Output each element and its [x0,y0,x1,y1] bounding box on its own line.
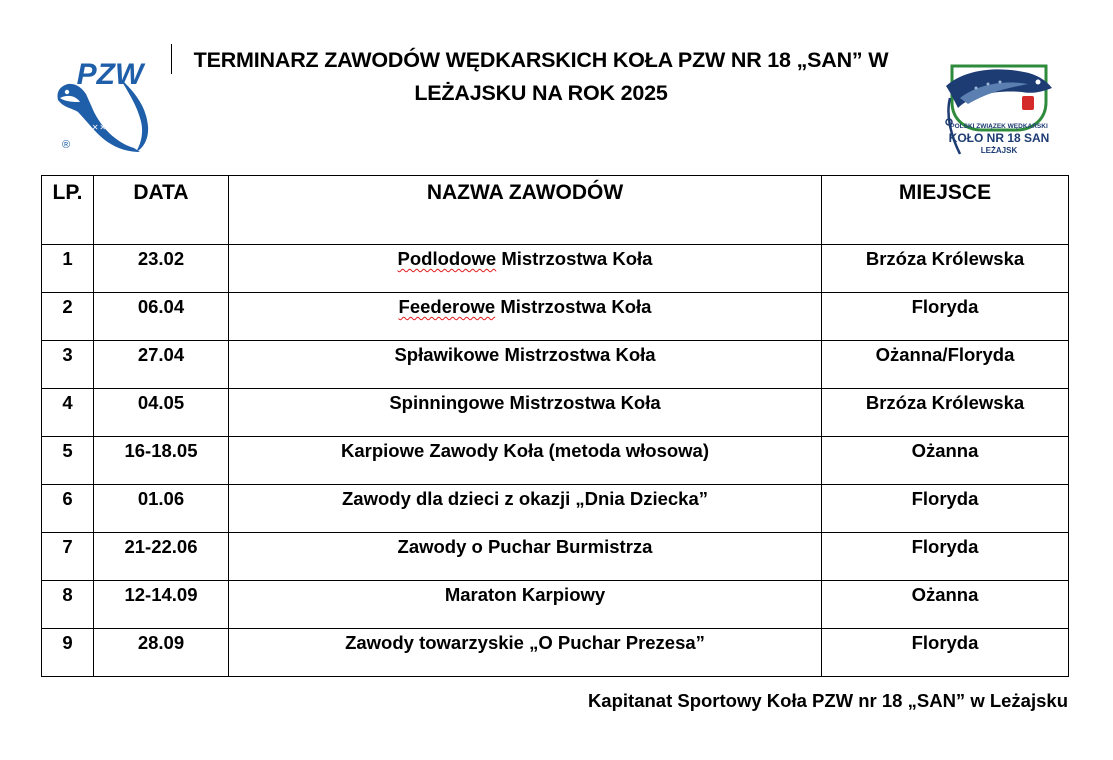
cell-date: 28.09 [94,629,229,677]
competition-name-text: Mistrzostwa Koła [496,248,653,269]
competition-name-text: Karpiowe Zawody Koła (metoda włosowa) [341,440,709,461]
competition-schedule-table [41,175,1069,677]
competition-name-text: Zawody o Puchar Burmistrza [397,536,653,557]
cell-competition-name [229,629,822,677]
header-date: DATA [94,176,229,245]
table-row [42,389,1069,437]
footer-signature: Kapitanat Sportowy Koła PZW nr 18 „SAN” w Leżajsku [587,690,1068,711]
cell-lp: 6 [42,485,94,533]
cell-competition-name [229,437,822,485]
cell-place: Floryda [822,533,1069,581]
cell-lp: 8 [42,581,94,629]
cell-place: Floryda [822,629,1069,677]
cell-lp: 7 [42,533,94,581]
cell-lp: 5 [42,437,94,485]
cell-lp: 3 [42,341,94,389]
competition-name-text: Zawody dla dzieci z okazji „Dnia Dziecka” [342,488,708,509]
competition-name-text: Spławikowe Mistrzostwa Koła [394,344,656,365]
cell-date: 04.05 [94,389,229,437]
cell-place: Ożanna [822,581,1069,629]
table-row [42,245,1069,293]
cell-competition-name [229,293,822,341]
logo-sub-text: LEŻAJSK [980,146,1018,155]
cell-date: 23.02 [94,245,229,293]
cell-competition-name [229,389,822,437]
table-row [42,581,1069,629]
table-row [42,341,1069,389]
spellcheck-flagged-word: Podlodowe [397,248,497,269]
spellcheck-flagged-word: Feederowe [398,296,496,317]
cell-place: Ożanna/Floryda [822,341,1069,389]
cell-lp: 2 [42,293,94,341]
cell-date: 21-22.06 [94,533,229,581]
title-line-1: TERMINARZ ZAWODÓW WĘDKARSKICH KOŁA PZW NR 18 „SAN” W [193,48,889,72]
logo-text: PZW [76,58,144,91]
title-line-2: LEŻAJSKU NA ROK 2025 [414,81,668,105]
cell-place: Brzóza Królewska [822,389,1069,437]
logo-top-text: POLSKI ZWIĄZEK WĘDKARSKI [950,123,1048,130]
cell-competition-name [229,245,822,293]
cell-place: Floryda [822,485,1069,533]
table-row [42,293,1069,341]
pzw-logo [50,48,156,156]
competition-name-text: Spinningowe Mistrzostwa Koła [389,392,661,413]
cell-date: 06.04 [94,293,229,341]
competition-name-text: Zawody towarzyskie „O Puchar Prezesa” [345,632,705,653]
table-row [42,629,1069,677]
cell-competition-name [229,485,822,533]
cell-lp: 1 [42,245,94,293]
table-row [42,533,1069,581]
registered-mark: ® [61,139,71,151]
logo-main-text: KOŁO NR 18 SAN [948,131,1050,145]
table-row [42,485,1069,533]
cell-lp: 9 [42,629,94,677]
cell-competition-name [229,533,822,581]
competition-name-text: Maraton Karpiowy [444,584,606,605]
cell-date: 27.04 [94,341,229,389]
cell-competition-name [229,341,822,389]
competition-name-text: Mistrzostwa Koła [495,296,652,317]
cell-date: 12-14.09 [94,581,229,629]
page-title [170,44,912,110]
header-name: NAZWA ZAWODÓW [229,176,822,245]
svg-text:✕✕✕✕✕✕: ✕✕✕✕✕✕ [84,123,131,132]
cell-lp: 4 [42,389,94,437]
cell-date: 16-18.05 [94,437,229,485]
cell-place: Ożanna [822,437,1069,485]
cell-place: Floryda [822,293,1069,341]
club-logo [938,58,1060,162]
crest-shield-shape [1022,96,1034,110]
header-place: MIEJSCE [822,176,1069,245]
cell-date: 01.06 [94,485,229,533]
cell-place: Brzóza Królewska [822,245,1069,293]
cell-competition-name [229,581,822,629]
header-lp: LP. [42,176,94,245]
table-row [42,437,1069,485]
table-header-row [42,176,1069,245]
